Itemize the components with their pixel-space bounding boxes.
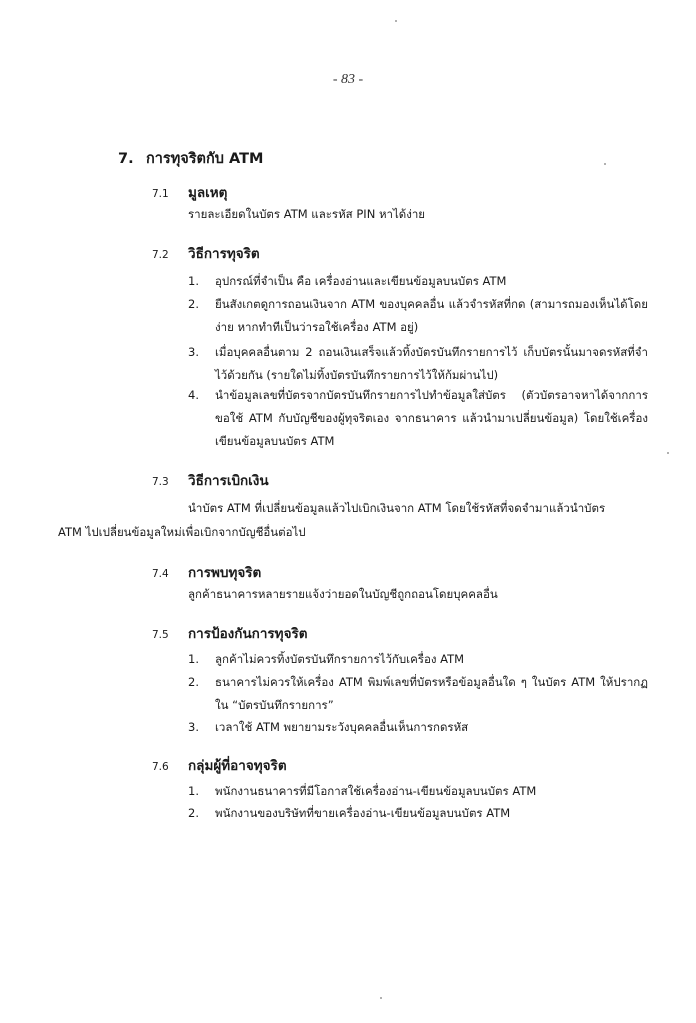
list-item (188, 293, 648, 339)
list-item (188, 716, 648, 739)
subsection-heading-7-2 (152, 242, 260, 264)
subsection-number: 7.3 (152, 476, 169, 488)
page-number: - 83 - (332, 72, 364, 87)
subsection-number: 7.6 (152, 761, 169, 773)
paragraph-7-3-line-1: นำบัตร ATM ที่เปลี่ยนข้อมูลแล้วไปเบิกเงินจาก ATM โดยใช้รหัสที่จดจำมาแล้วนำบัตร (188, 501, 606, 515)
list-item-number: 1. (188, 274, 199, 288)
section-title: การทุจริตกับ ATM (146, 151, 264, 167)
list-item-text: ยืนสังเกตดูการถอนเงินจาก ATM ของบุคคลอื่น แล้วจำรหัสที่กด (สามารถมองเห็นได้โดยง่าย หากทำทีเป็นว่ารอใช้เครื่อง ATM อยู่) (215, 297, 648, 334)
paragraph-7-1: รายละเอียดในบัตร ATM และรหัส PIN หาได้ง่าย (188, 207, 426, 221)
list-item (188, 648, 648, 671)
subsection-title: การพบทุจริต (188, 565, 262, 581)
subsection-heading-7-5 (152, 622, 308, 644)
list-item-text: พนักงานธนาคารที่มีโอกาสใช้เครื่องอ่าน-เขียนข้อมูลบนบัตร ATM (215, 784, 537, 798)
scan-speck (395, 20, 397, 22)
list-item (188, 802, 648, 825)
list-item-text: เมื่อบุคคลอื่นตาม 2 ถอนเงินเสร็จแล้วทิ้งบัตรบันทึกรายการไว้ เก็บบัตรนั้นมาจดรหัสที่จำไว้ด้วยกัน (รายใดไม่ทิ้งบัตรบันทึกรายการไว้ให้ก้มผ่านไป) (215, 345, 648, 382)
subsection-number: 7.4 (152, 568, 169, 580)
list-item-text: นำข้อมูลเลขที่บัตรจากบัตรบันทึกรายการไปทำข้อมูลใส่บัตร (ตัวบัตรอาจหาได้จากการขอใช้ ATM กับบัญชีของผู้ทุจริตเอง จากธนาคาร แล้วนำมาเปลี่ยนข้อมูล) โดยใช้เครื่องเขียนข้อมูลบนบัตร ATM (215, 388, 648, 448)
subsection-title: วิธีการทุจริต (188, 246, 260, 262)
list-item-text: เวลาใช้ ATM พยายามระวังบุคคลอื่นเห็นการกดรหัส (215, 720, 469, 734)
list-item (188, 270, 648, 293)
list-item-number: 3. (188, 720, 199, 734)
list-item-text: ธนาคารไม่ควรให้เครื่อง ATM พิมพ์เลขที่บัตรหรือข้อมูลอื่นใด ๆ ในบัตร ATM ให้ปรากฏใน “บัตรบันทึกรายการ” (215, 675, 648, 712)
list-item-text: พนักงานของบริษัทที่ขายเครื่องอ่าน-เขียนข้อมูลบนบัตร ATM (215, 806, 511, 820)
list-item-number: 2. (188, 297, 199, 311)
subsection-number: 7.5 (152, 629, 169, 641)
list-item-number: 3. (188, 345, 199, 359)
scan-speck (604, 163, 606, 165)
subsection-title: วิธีการเบิกเงิน (188, 473, 269, 489)
subsection-title: กลุ่มผู้ที่อาจทุจริต (188, 758, 287, 774)
subsection-heading-7-1 (152, 181, 227, 203)
subsection-heading-7-3 (152, 469, 269, 491)
subsection-number: 7.2 (152, 249, 169, 261)
paragraph-7-4: ลูกค้าธนาคารหลายรายแจ้งว่ายอดในบัญชีถูกถอนโดยบุคคลอื่น (188, 587, 498, 601)
list-item-number: 1. (188, 652, 199, 666)
scan-speck (667, 452, 669, 454)
paragraph-7-3-line-2: ATM ไปเปลี่ยนข้อมูลใหม่เพื่อเบิกจากบัญชีอื่นต่อไป (58, 525, 306, 539)
list-item-text: ลูกค้าไม่ควรทิ้งบัตรบันทึกรายการไว้กับเครื่อง ATM (215, 652, 465, 666)
subsection-title: มูลเหตุ (188, 185, 228, 201)
list-item-number: 2. (188, 806, 199, 820)
subsection-heading-7-4 (152, 561, 261, 583)
list-item-number: 2. (188, 675, 199, 689)
list-item (188, 671, 648, 717)
section-number: 7. (118, 151, 134, 167)
scan-speck (380, 997, 382, 999)
list-item (188, 384, 648, 453)
list-item-number: 1. (188, 784, 199, 798)
list-item (188, 780, 648, 803)
subsection-number: 7.1 (152, 188, 169, 200)
subsection-heading-7-6 (152, 754, 287, 776)
list-item (188, 341, 648, 387)
subsection-title: การป้องกันการทุจริต (188, 626, 308, 642)
section-heading (118, 147, 263, 170)
list-item-text: อุปกรณ์ที่จำเป็น คือ เครื่องอ่านและเขียนข้อมูลบนบัตร ATM (215, 274, 507, 288)
list-item-number: 4. (188, 388, 199, 402)
